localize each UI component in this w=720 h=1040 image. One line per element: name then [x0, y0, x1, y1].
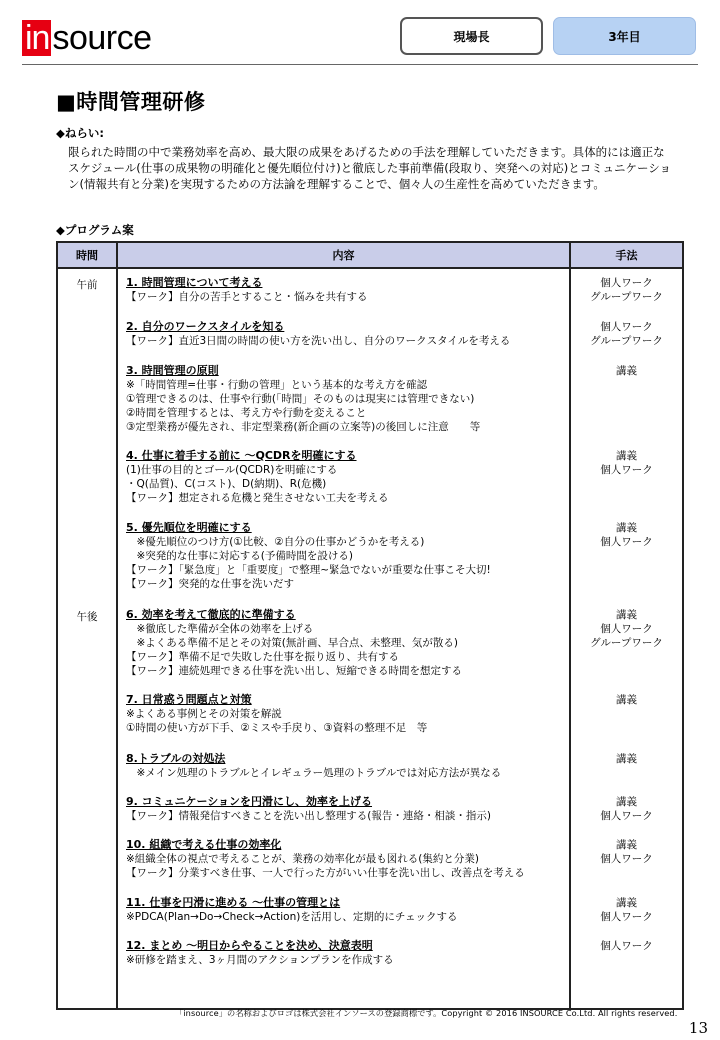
method-label: 講義 [616, 450, 637, 462]
session-title: 5. 優先順位を明確にする [126, 521, 252, 534]
session-detail-line: ※「時間管理=仕事・行動の管理」という基本的な考え方を確認 [126, 379, 428, 391]
target-year-label: 3年目 [608, 29, 641, 44]
session-detail-line: 【ワーク】準備不足で失敗した仕事を振り返り、共有する [126, 651, 399, 663]
session-detail-line: 【ワーク】情報発信すべきことを洗い出し整理する(報告・連絡・相談・指示) [126, 810, 491, 822]
session-detail-line: ※よくある準備不足とその対策(無計画、早合点、未整理、気が散る) [126, 637, 458, 649]
session-detail-line: 【ワーク】「緊急度」と「重要度」で整理~緊急でないが重要な仕事こそ大切! [126, 564, 491, 576]
session-10-methods [571, 838, 682, 866]
time-morning: 午前 [76, 279, 98, 291]
method-label: 講義 [616, 609, 637, 621]
session-4-methods [571, 449, 682, 477]
method-label: 個人ワーク [600, 464, 653, 476]
page-number: 13 [688, 1019, 708, 1037]
logo-highlight: in [22, 20, 51, 56]
session-detail-line: ※PDCA(Plan→Do→Check→Action)を活用し、定期的にチェックする [126, 911, 458, 923]
page-title: ■時間管理研修 [56, 90, 206, 114]
session-2-methods [571, 320, 682, 348]
session-detail-line: ※優先順位のつけ方(①比較、②自分の仕事かどうかを考える) [126, 536, 425, 548]
method-label: 個人ワーク [600, 623, 653, 635]
session-title: 6. 効率を考えて徹底的に準備する [126, 608, 296, 621]
target-role-label: 現場長 [453, 29, 490, 44]
session-6 [126, 608, 565, 678]
aim-text: 限られた時間の中で業務効率を高め、最大限の成果をあげるための手法を理解していただきます。具体的には適正なスケジュール(仕事の成果物の明確化と優先順位付け)と徹底した事前準備(段取り、突発への対応)とコミュニケーション(情報共有と分業)を実現するための方法論を理解することで、個々人の生産性を高めていただきます。 [68, 145, 672, 191]
session-detail-line: ・Q(品質)、C(コスト)、D(納期)、R(危機) [126, 478, 327, 490]
session-9 [126, 795, 565, 823]
method-label: 個人ワーク [600, 853, 653, 865]
session-detail-line: ※徹底した準備が全体の効率を上げる [126, 623, 314, 635]
session-detail-line: (1)仕事の目的とゴール(QCDR)を明確にする [126, 464, 338, 476]
method-label: 講義 [616, 694, 637, 706]
method-label: 講義 [616, 839, 637, 851]
session-11 [126, 896, 565, 924]
method-label: グループワーク [590, 637, 663, 649]
table-body-row [57, 268, 683, 1009]
session-detail-line: ①管理できるのは、仕事や行動(「時間」そのものは現実には管理できない) [126, 393, 475, 405]
insource-logo [22, 20, 152, 56]
session-1-methods [571, 276, 682, 304]
header-divider [22, 64, 698, 65]
session-12 [126, 939, 565, 967]
session-7 [126, 693, 565, 735]
session-detail-line: ※組織全体の視点で考えることが、業務の効率化が最も図れる(集約と分業) [126, 853, 479, 865]
session-detail-line: ※突発的な仕事に対応する(予備時間を設ける) [126, 550, 353, 562]
session-12-methods [571, 939, 682, 953]
target-role-badge [400, 17, 543, 55]
session-title: 1. 時間管理について考える [126, 276, 263, 289]
column-header-method: 手法 [570, 242, 683, 268]
method-label: 個人ワーク [600, 321, 653, 333]
content-cell [117, 268, 570, 1009]
session-4 [126, 449, 565, 505]
session-detail-line: ②時間を管理するとは、考え方や行動を変えること [126, 407, 367, 419]
session-detail-line: 【ワーク】分業すべき仕事、一人で行った方がいい仕事を洗い出し、改善点を考える [126, 867, 525, 879]
copyright-footer: 「insource」の名称およびロゴは株式会社インソースの登録商標です。Copyright © 2016 INSOURCE Co.Ltd. All rights reserved. [175, 1008, 678, 1018]
session-title: 7. 日常惑う問題点と対策 [126, 693, 252, 706]
session-7-methods [571, 693, 682, 707]
column-header-time: 時間 [57, 242, 117, 268]
time-afternoon: 午後 [76, 611, 98, 623]
session-detail-line: 【ワーク】直近3日間の時間の使い方を洗い出し、自分のワークスタイルを考える [126, 335, 511, 347]
method-label: 個人ワーク [600, 536, 653, 548]
session-10 [126, 838, 565, 880]
table-header-row [57, 242, 683, 268]
session-2 [126, 320, 565, 348]
session-title: 3. 時間管理の原則 [126, 364, 219, 377]
session-detail-line: 【ワーク】自分の苦手とすること・悩みを共有する [126, 291, 368, 303]
session-5 [126, 521, 565, 591]
session-title: 12. まとめ ～明日からやることを決め、決意表明 [126, 939, 373, 952]
session-3 [126, 364, 565, 434]
session-title: 2. 自分のワークスタイルを知る [126, 320, 285, 333]
method-label: グループワーク [590, 335, 663, 347]
method-label: 講義 [616, 796, 637, 808]
column-header-content: 内容 [117, 242, 570, 268]
method-label: 講義 [616, 753, 637, 765]
time-cell [57, 268, 117, 1009]
session-detail-line: ※研修を踏まえ、3ヶ月間のアクションプランを作成する [126, 954, 394, 966]
method-label: 個人ワーク [600, 810, 653, 822]
session-detail-line: 【ワーク】想定される危機と発生させない工夫を考える [126, 492, 389, 504]
session-9-methods [571, 795, 682, 823]
method-label: 個人ワーク [600, 940, 653, 952]
program-table [56, 241, 684, 1010]
session-detail-line: ※メイン処理のトラブルとイレギュラー処理のトラブルでは対応方法が異なる [126, 767, 502, 779]
session-title: 10. 組織で考える仕事の効率化 [126, 838, 282, 851]
session-1 [126, 276, 565, 304]
session-title: 8.トラブルの対処法 [126, 752, 226, 765]
method-label: 講義 [616, 897, 637, 909]
target-year-badge [553, 17, 696, 55]
method-label: 個人ワーク [600, 911, 653, 923]
session-title: 11. 仕事を円滑に進める ～仕事の管理とは [126, 896, 341, 909]
method-label: 講義 [616, 522, 637, 534]
session-3-methods [571, 364, 682, 378]
logo-wordmark: source [52, 19, 152, 57]
session-detail-line: 【ワーク】突発的な仕事を洗いだす [126, 578, 294, 590]
session-detail-line: ①時間の使い方が下手、②ミスや手戻り、③資料の整理不足 等 [126, 722, 428, 734]
session-11-methods [571, 896, 682, 924]
session-6-methods [571, 608, 682, 650]
aim-heading: ◆ねらい: [56, 126, 104, 140]
session-detail-line: 【ワーク】連続処理できる仕事を洗い出し、短縮できる時間を想定する [126, 665, 462, 677]
method-cell [570, 268, 683, 1009]
session-title: 9. コミュニケーションを円滑にし、効率を上げる [126, 795, 373, 808]
session-title: 4. 仕事に着手する前に ～QCDRを明確にする [126, 449, 357, 462]
session-5-methods [571, 521, 682, 549]
method-label: 個人ワーク [600, 277, 653, 289]
session-detail-line: ③定型業務が優先され、非定型業務(新企画の立案等)の後回しに注意 等 [126, 421, 481, 433]
method-label: グループワーク [590, 291, 663, 303]
session-detail-line: ※よくある事例とその対策を解説 [126, 708, 282, 720]
method-label: 講義 [616, 365, 637, 377]
session-8-methods [571, 752, 682, 766]
session-8 [126, 752, 565, 780]
program-heading: ◆プログラム案 [56, 223, 134, 237]
